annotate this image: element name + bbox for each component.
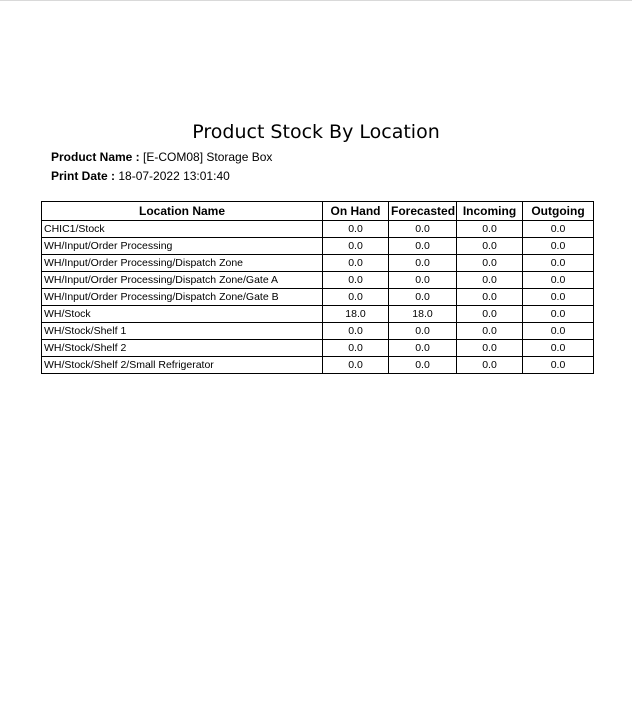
- cell-incoming: 0.0: [457, 255, 523, 272]
- cell-incoming: 0.0: [457, 238, 523, 255]
- product-name-label: Product Name :: [51, 150, 140, 164]
- cell-location: CHIC1/Stock: [42, 221, 323, 238]
- print-date-line: [51, 168, 230, 184]
- cell-incoming: 0.0: [457, 357, 523, 374]
- print-date-value: 18-07-2022 13:01:40: [118, 169, 230, 183]
- cell-on-hand: 0.0: [323, 340, 389, 357]
- cell-location: WH/Stock/Shelf 2/Small Refrigerator: [42, 357, 323, 374]
- cell-on-hand: 0.0: [323, 238, 389, 255]
- header-forecasted: Forecasted: [389, 202, 457, 221]
- table-row: [42, 323, 594, 340]
- cell-location: WH/Stock/Shelf 1: [42, 323, 323, 340]
- table-row: [42, 238, 594, 255]
- cell-incoming: 0.0: [457, 221, 523, 238]
- cell-forecasted: 0.0: [389, 323, 457, 340]
- cell-location: WH/Stock: [42, 306, 323, 323]
- report-title: Product Stock By Location: [192, 121, 440, 143]
- header-incoming: Incoming: [457, 202, 523, 221]
- cell-on-hand: 0.0: [323, 357, 389, 374]
- cell-forecasted: 0.0: [389, 340, 457, 357]
- cell-forecasted: 0.0: [389, 255, 457, 272]
- cell-incoming: 0.0: [457, 306, 523, 323]
- cell-on-hand: 0.0: [323, 272, 389, 289]
- cell-outgoing: 0.0: [523, 306, 594, 323]
- header-location-name: Location Name: [42, 202, 323, 221]
- cell-on-hand: 0.0: [323, 289, 389, 306]
- cell-forecasted: 0.0: [389, 272, 457, 289]
- cell-incoming: 0.0: [457, 289, 523, 306]
- table-header-row: [42, 202, 594, 221]
- cell-forecasted: 0.0: [389, 357, 457, 374]
- table-row: [42, 306, 594, 323]
- cell-outgoing: 0.0: [523, 272, 594, 289]
- cell-on-hand: 0.0: [323, 221, 389, 238]
- cell-location: WH/Input/Order Processing/Dispatch Zone: [42, 255, 323, 272]
- cell-on-hand: 0.0: [323, 255, 389, 272]
- print-date-label: Print Date :: [51, 169, 116, 183]
- table-row: [42, 221, 594, 238]
- cell-forecasted: 0.0: [389, 238, 457, 255]
- stock-table: [41, 201, 594, 374]
- cell-forecasted: 0.0: [389, 221, 457, 238]
- page-top-edge: [0, 0, 632, 1]
- cell-outgoing: 0.0: [523, 221, 594, 238]
- cell-forecasted: 18.0: [389, 306, 457, 323]
- cell-location: WH/Input/Order Processing/Dispatch Zone/Gate A: [42, 272, 323, 289]
- cell-outgoing: 0.0: [523, 357, 594, 374]
- cell-location: WH/Stock/Shelf 2: [42, 340, 323, 357]
- table-row: [42, 340, 594, 357]
- cell-on-hand: 0.0: [323, 323, 389, 340]
- cell-incoming: 0.0: [457, 272, 523, 289]
- product-name-value: [E-COM08] Storage Box: [143, 150, 273, 164]
- table-row: [42, 272, 594, 289]
- cell-outgoing: 0.0: [523, 255, 594, 272]
- table-row: [42, 357, 594, 374]
- cell-incoming: 0.0: [457, 323, 523, 340]
- cell-incoming: 0.0: [457, 340, 523, 357]
- cell-outgoing: 0.0: [523, 323, 594, 340]
- product-name-line: [51, 149, 272, 165]
- cell-on-hand: 18.0: [323, 306, 389, 323]
- table-row: [42, 255, 594, 272]
- cell-outgoing: 0.0: [523, 340, 594, 357]
- header-outgoing: Outgoing: [523, 202, 594, 221]
- cell-forecasted: 0.0: [389, 289, 457, 306]
- cell-outgoing: 0.0: [523, 238, 594, 255]
- cell-outgoing: 0.0: [523, 289, 594, 306]
- cell-location: WH/Input/Order Processing/Dispatch Zone/Gate B: [42, 289, 323, 306]
- table-row: [42, 289, 594, 306]
- header-on-hand: On Hand: [323, 202, 389, 221]
- cell-location: WH/Input/Order Processing: [42, 238, 323, 255]
